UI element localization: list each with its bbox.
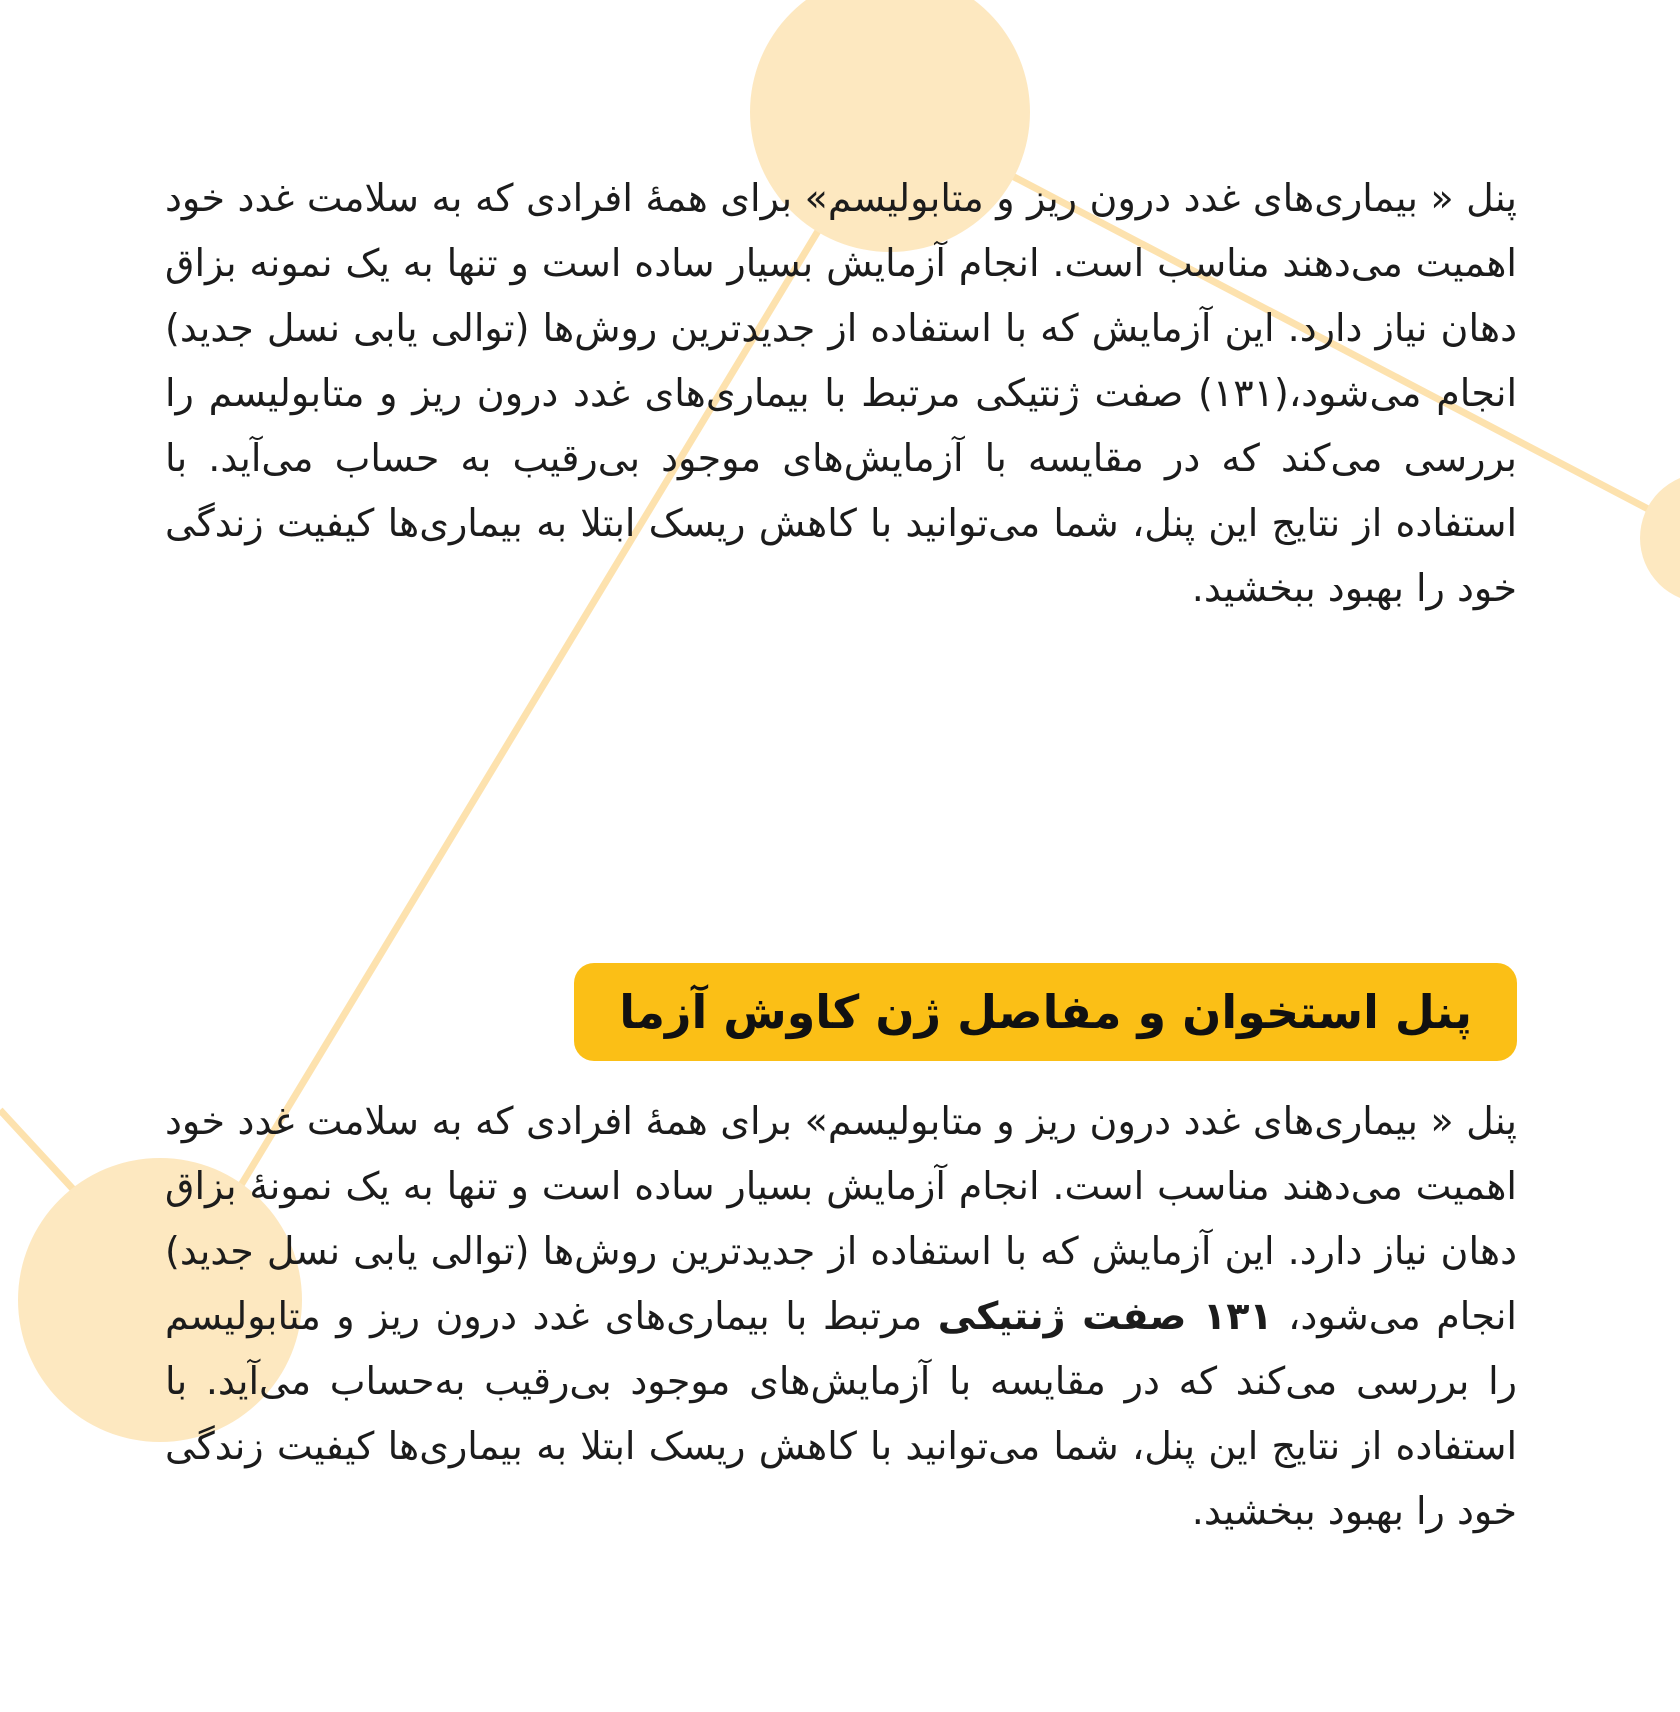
section-bone-joint-panel [165,1089,1517,1544]
section-heading-badge [574,963,1517,1061]
intro-paragraph: پنل « بیماری‌های غدد درون ریز و متابولیسم» برای همهٔ افرادی که به سلامت غدد خود اهمیت می‌دهند مناسب است. انجام آزمایش بسیار ساده است و تنها به یک نمونه بزاق دهان نیاز دارد. این آزمایش که با استفاده از جدیدترین روش‌ها (توالی یابی نسل جدید) انجام می‌شود،(۱۳۱) صفت ژنتیکی مرتبط با بیماری‌های غدد درون ریز و متابولیسم را بررسی می‌کند که در مقایسه با آزمایش‌های موجود بی‌رقیب به حساب می‌آید. با استفاده از نتایج این پنل، شما می‌توانید با کاهش ریسک ابتلا به بیماری‌ها کیفیت زندگی خود را بهبود ببخشید. [165,176,1517,610]
section-endocrine-panel [165,166,1517,621]
description-paragraph [165,1089,1517,1544]
paragraph-text-start: پنل « بیماری‌های غدد درون ریز و متابولیسم» برای همهٔ افرادی که به سلامت غدد خود اهمیت می‌دهند مناسب است. انجام آزمایش بسیار ساده است و تنها به یک نمونهٔ بزاق دهان نیاز دارد. این آزمایش که با استفاده از جدیدترین روش‌ها (توالی یابی نسل جدید) انجام می‌شود، [165,1099,1517,1338]
paragraph-highlight: ۱۳۱ صفت ژنتیکی [937,1294,1273,1338]
decor-circle-right [1640,473,1680,603]
section-heading-wrapper [574,963,1517,1061]
section-heading: پنل استخوان و مفاصل ژن کاوش آزما [619,985,1472,1039]
paragraph-text-end: مرتبط با بیماری‌های غدد درون ریز و متابولیسم را بررسی می‌کند که در مقایسه با آزمایش‌های موجود بی‌رقیب به‌حساب می‌آید. با استفاده از نتایج این پنل، شما می‌توانید با کاهش ریسک ابتلا به بیماری‌ها کیفیت زندگی خود را بهبود ببخشید. [165,1294,1517,1533]
